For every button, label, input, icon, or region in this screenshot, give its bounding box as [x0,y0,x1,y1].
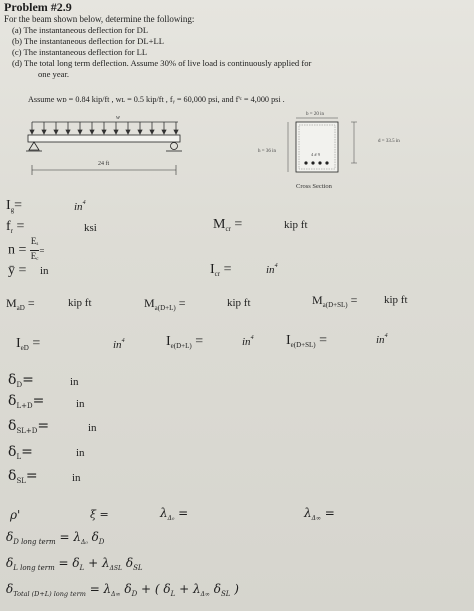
iedl-unit: $in^4$ [242,335,254,348]
madsl-unit: kip ft [384,294,408,306]
ig-label: I [6,198,11,213]
item-a-text: The instantaneous deflection for DL [23,25,149,35]
delta-d-unit: in [70,376,79,388]
effective-depth-label: d = 33.5 in [378,139,400,144]
section-width-label: b = 20 in [306,112,324,117]
n-fraction: $\frac{E_s}{E_c}$ [30,236,39,262]
lambda-delta-zero: $\lambda_{\Delta_0}$ = [160,506,189,522]
section-height-label: h = 36 in [258,149,276,154]
load-label: w [116,115,121,121]
delta-d-row: $\delta_D=$ [8,372,34,389]
ybar-unit: in [40,265,49,277]
item-a [12,25,148,35]
ybar-label: ȳ [8,263,15,278]
delta-sld-unit: in [88,422,97,434]
madl-row: $M_{a(D+L)}$ = [144,296,186,312]
mad-unit: kip ft [68,297,92,309]
eq-dead-long-term: $\delta_{D long term} = \lambda_{\Delta_0}$ $\delta_D$ [6,530,105,546]
delta-sl-row: $\delta_{SL}=$ [8,468,38,485]
ied-row: $I_{eD}$ = [16,336,41,352]
section-caption: Cross Section [296,183,332,190]
assumptions: Assume wᴅ = 0.84 kip/ft , wʟ = 0.5 kip/ft , fᵧ = 60,000 psi, and f'ᶜ = 4,000 psi . [28,95,285,104]
delta-sl-unit: in [72,472,81,484]
ied-unit: $in^4$ [113,338,125,351]
iedl-row: $I_{e(D+L)}$ = [166,334,204,350]
icr-unit: $in^4$ [266,263,278,276]
item-c-label: (c) [12,47,22,57]
n-row: n = $\frac{E_s}{E_c}$ = [8,236,44,265]
fr-label: f [6,219,11,234]
item-d-label: (d) [12,58,23,68]
iedsl-row: $I_{e(D+SL)}$ = [286,333,328,349]
lambda-delta-infinity: $\lambda_{\Delta\infty}$ = [304,506,335,522]
rho-prime: ρ' [10,508,21,522]
ig-unit: $in^4$ [74,200,86,213]
eq-total-long-term: $\delta_{Total (D+L) long term} = \lambda_{\Delta\infty}$ $\delta_D$ + ( $\delta_L + \lambda_{\Delta\infty}$ $\delta_{SL}$ ) [6,582,239,598]
distributed-load-arrows [30,122,178,134]
beam [28,135,180,142]
delta-ld-unit: in [76,398,85,410]
item-d [12,58,311,68]
mcr-subscript: cr [225,225,231,233]
fr-row: $f_r$ = [6,219,25,235]
mad-row: $M_{aD}$ = [6,296,35,312]
beam-figure [20,108,460,198]
item-d-text: The total long term deflection. Assume 30% of live load is continuously applied for [24,58,312,68]
item-a-label: (a) [12,25,22,35]
delta-l-row: $\delta_L=$ [8,444,33,461]
item-d-continuation: one year. [38,69,70,79]
ig-row: $I_g=$ [6,198,23,214]
madsl-row: $M_{a(D+SL)}$ = [312,293,358,309]
problem-intro: For the beam shown below, determine the following: [4,14,195,24]
pin-support [29,142,39,150]
item-b [12,36,164,46]
item-c [12,47,147,57]
mcr-row: $M_{cr}$ = [213,217,243,233]
ybar-row: ȳ = [8,263,27,278]
icr-label: I [210,262,215,277]
item-b-text: The instantaneous deflection for DL+LL [24,36,164,46]
icr-row: $I_{cr}$ = [210,262,232,278]
problem-title: Problem #2.9 [4,0,72,14]
xi-label: ξ = [90,508,109,521]
madl-unit: kip ft [227,297,251,309]
ig-subscript: g [10,206,15,214]
icr-subscript: cr [214,270,221,278]
eq-live-long-term: $\delta_{L long term} = \delta_L + \lambda_{\Delta SL}$ $\delta_{SL}$ [6,556,143,572]
delta-sld-row: $\delta_{SL+D}=$ [8,418,50,435]
item-b-label: (b) [12,36,23,46]
fr-subscript: r [10,227,14,235]
mcr-label: M [213,217,226,232]
n-label: n [8,242,15,258]
item-c-text: The instantaneous deflection for LL [23,47,148,57]
iedsl-unit: $in^4$ [376,333,388,346]
fr-unit: ksi [84,222,97,234]
span-label: 24 ft [98,161,110,167]
delta-l-unit: in [76,447,85,459]
cross-section [296,122,338,172]
delta-ld-row: $\delta_{L+D}=$ [8,393,45,410]
rebar-label: 4 # 9 [311,152,320,157]
roller-support [171,143,178,150]
mcr-unit: kip ft [284,219,308,231]
